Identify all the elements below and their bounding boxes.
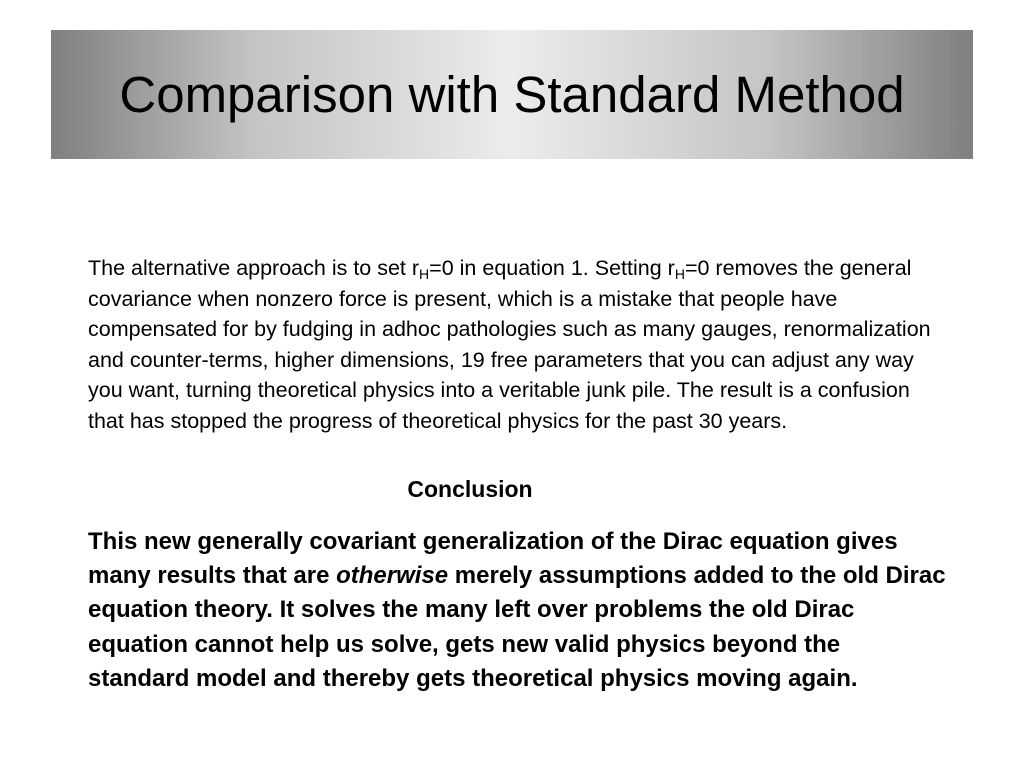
conclusion-heading: Conclusion <box>407 476 533 502</box>
slide-title: Comparison with Standard Method <box>119 66 905 123</box>
title-bar <box>51 30 973 159</box>
body-text-part-1: The alternative approach is to set r <box>88 256 420 280</box>
subscript-h-1: H <box>419 266 430 282</box>
conclusion-emphasis: otherwise <box>336 562 449 590</box>
conclusion-text-after: merely assumptions added to the old Dirac equation theory. It solves the many left over problems the old Dirac equation cannot help us solve, gets new valid physics beyond the standard model and thereby gets theoretical physics moving again. <box>88 562 946 692</box>
conclusion-paragraph <box>88 525 948 696</box>
subscript-h-2: H <box>674 266 685 282</box>
body-paragraph <box>88 253 948 437</box>
body-text-part-3: =0 removes the general covariance when nonzero force is present, which is a mistake that people have compensated for by fudging in adhoc pathologies such as many gauges, renormalization and counter-terms, higher dimensions, 19 free parameters that you can adjust any way you want, turning theoretical physics into a veritable junk pile. The result is a confusion that has stopped the progress of theoretical physics for the past 30 years. <box>88 256 931 433</box>
conclusion-text-before: This new generally covariant generalization of the Dirac equation gives many results that are <box>88 528 898 590</box>
body-text-part-2: =0 in equation 1. Setting r <box>429 256 675 280</box>
